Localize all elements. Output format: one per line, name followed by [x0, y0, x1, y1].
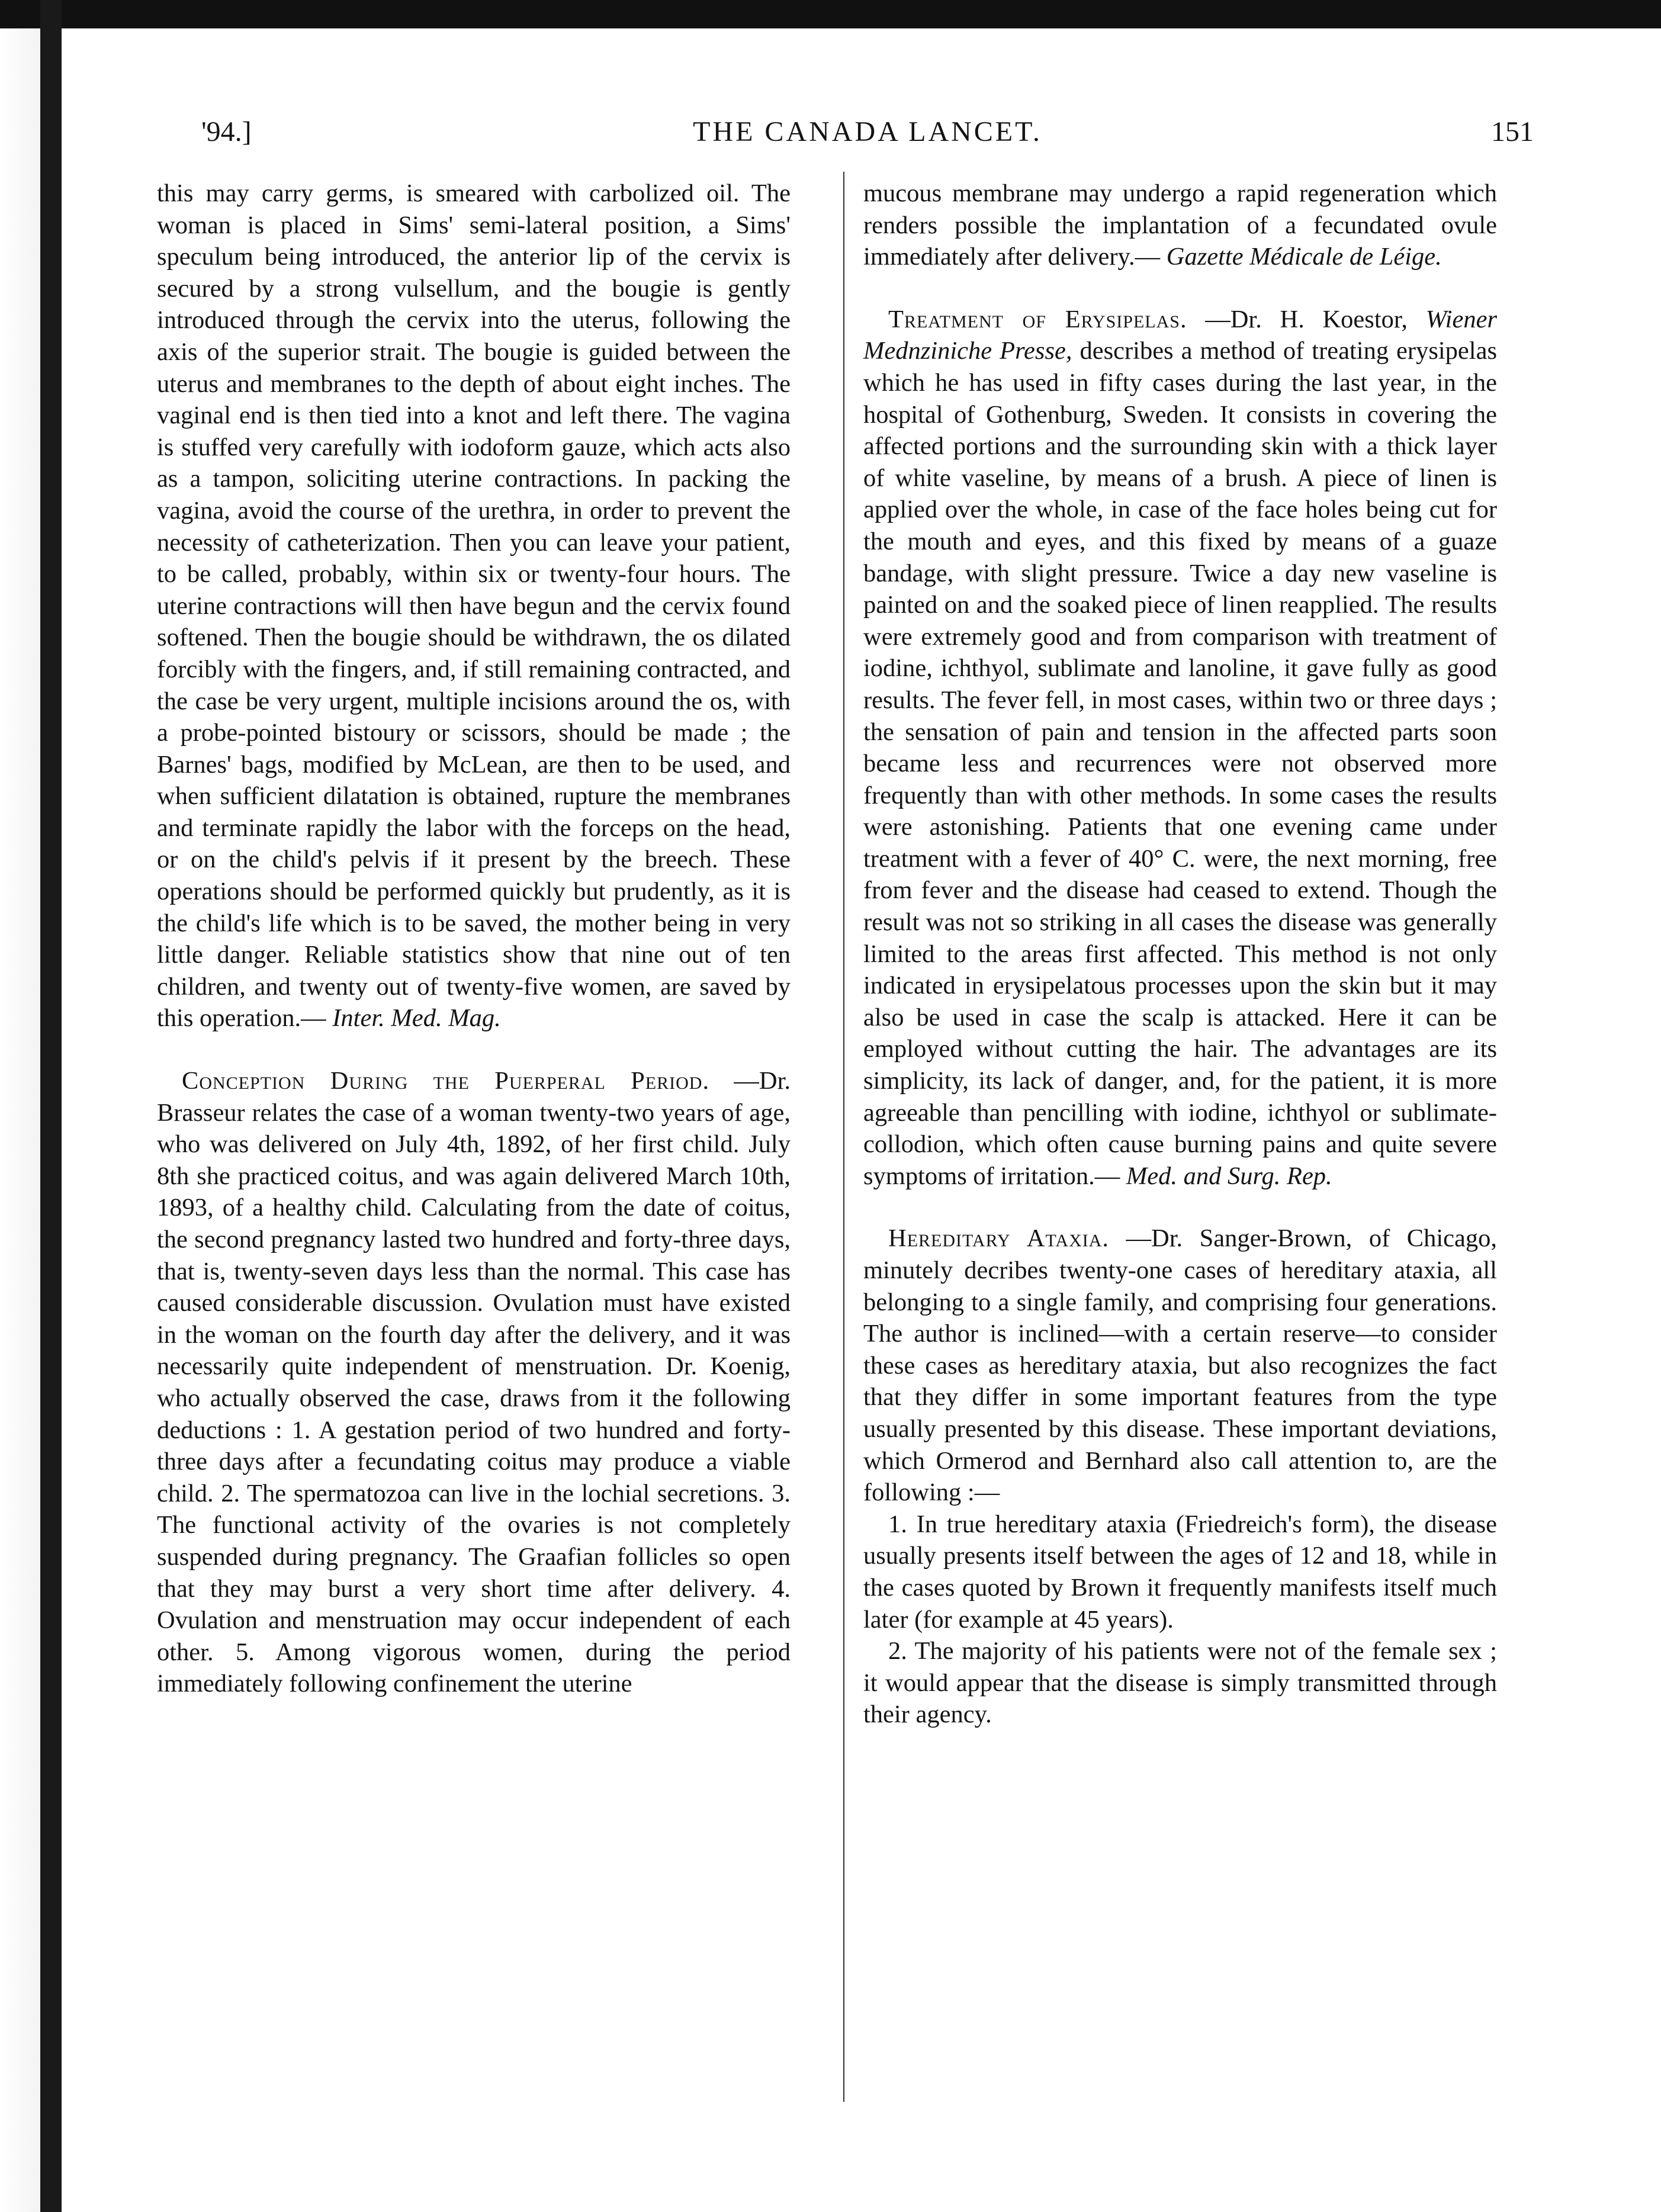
article-paragraph: [863, 1223, 1497, 1508]
article-body: —Dr. Brasseur relates the case of a woman twenty-two years of age, who was delivered on July 4th, 1892, of her first child. July 8th she practiced coitus, and was again delivered March 10th, 1893, of a healthy child. Calculating from the date of coitus, the second pregnancy lasted two hundred and forty-three days, that is, twenty-seven days less than the normal. This case has caused considerable discussion. Ovulation must have existed in the woman on the fourth day after the delivery, and it was necessarily quite independent of menstruation. Dr. Koenig, who actually observed the case, draws from it the following deductions : 1. A gestation period of two hundred and forty-three days after a fecundating coitus may produce a viable child. 2. The spermatozoa can live in the lochial secretions. 3. The functional activity of the ovaries is not completely suspended during pregnancy. The Graafian follicles so open that they may burst a very short time after delivery. 4. Ovulation and menstruation may occur independent of each other. 5. Among vigorous women, during the period immediately following confinement the uterine: [157, 1067, 791, 1698]
header-date: '94.]: [201, 116, 252, 147]
left-column: [157, 178, 791, 1700]
right-column: [863, 178, 1497, 1731]
page-gutter-shadow: [0, 0, 40, 2212]
column-divider: [843, 172, 844, 2102]
article-paragraph: [157, 178, 791, 1034]
article-body-continued: mucous membrane may undergo a rapid regeneration which renders possible the implantation of a fecundated ovule immediately after delivery.—: [863, 179, 1497, 271]
article-body: —Dr. Sanger-Brown, of Chicago, minutely decribes twenty-one cases of hereditary ataxia, all belonging to a single family, and comprising four generations. The author is inclined—with a certain reserve—to consider these cases as hereditary ataxia, but also recognizes the fact that they differ in some important features from the type usually presented by this disease. These important deviations, which Ormerod and Bernhard also call attention to, are the following :—: [863, 1224, 1497, 1507]
article-source: Med. and Surg. Rep.: [1126, 1162, 1332, 1190]
page-number: 151: [1491, 116, 1534, 147]
journal-title: THE CANADA LANCET.: [693, 116, 1042, 147]
article-lead: —Dr. H. Koestor,: [1205, 305, 1408, 333]
article-paragraph: [863, 178, 1497, 273]
article-heading: Treatment of Erysipelas.: [888, 305, 1187, 333]
article-heading: Hereditary Ataxia.: [888, 1224, 1110, 1253]
article-paragraph: [157, 1065, 791, 1700]
article-source: Gazette Médicale de Léige.: [1166, 243, 1442, 271]
running-header: [201, 115, 1534, 157]
article-source: Inter. Med. Mag.: [332, 1004, 501, 1033]
scan-top-border: [0, 0, 1661, 28]
article-body-continued: this may carry germs, is smeared with carbolized oil. The woman is placed in Sims' semi-lateral position, a Sims' speculum being introduced, the anterior lip of the cervix is secured by a strong vulsellum, and the bougie is gently introduced through the cervix into the uterus, following the axis of the superior strait. The bougie is guided between the uterus and membranes to the depth of about eight inches. The vaginal end is then tied into a knot and left there. The vagina is stuffed very carefully with iodoform gauze, which acts also as a tampon, soliciting uterine contractions. In packing the vagina, avoid the course of the urethra, in order to prevent the necessity of catheterization. Then you can leave your patient, to be called, probably, within six or twenty-four hours. The uterine contractions will then have begun and the cervix found softened. Then the bougie should be withdrawn, the os dilated forcibly with the fingers, and, if still remaining contracted, and the case be very urgent, multiple incisions around the os, with a probe-pointed bistoury or scissors, should be made ; the Barnes' bags, modified by McLean, are then to be used, and when sufficient dilatation is obtained, rupture the membranes and terminate rapidly the labor with the forceps on the head, or on the child's pelvis if it present by the breech. These operations should be performed quickly but prudently, as it is the child's life which is to be saved, the mother being in very little danger. Reliable statistics show that nine out of ten children, and twenty out of twenty-five women, are saved by this operation.—: [157, 179, 791, 1033]
scan-binding-edge: [40, 0, 62, 2212]
numbered-point: 1. In true hereditary ataxia (Friedreich's form), the disease usually presents itself between the ages of 12 and 18, while in the cases quoted by Brown it frequently manifests itself much later (for example at 45 years).: [863, 1510, 1497, 1634]
article-paragraph: [863, 304, 1497, 1192]
article-heading: Conception During the Puerperal Period.: [182, 1067, 710, 1095]
article-body: describes a method of treating erysipelas which he has used in fifty cases during the last year, in the hospital of Gothenburg, Sweden. It consists in covering the affected portions and the surrounding skin with a thick layer of white vaseline, by means of a brush. A piece of linen is applied over the whole, in case of the face holes being cut for the mouth and eyes, and this fixed by means of a guaze bandage, with slight pressure. Twice a day new vaseline is painted on and the soaked piece of linen reapplied. The results were extremely good and from comparison with treatment of iodine, ichthyol, sublimate and lanoline, it gave fully as good results. The fever fell, in most cases, within two or three days ; the sensation of pain and tension in the affected parts soon became less and recurrences were not observed more frequently than with other methods. In some cases the results were astonishing. Patients that one evening came under treatment with a fever of 40° C. were, the next morning, free from fever and the disease had ceased to extend. Though the result was not so striking in all cases the disease was generally limited to the areas first affected. This method is not only indicated in erysipelatous processes upon the skin but it may also be used in case the scalp is attacked. Here it can be employed without cutting the hair. The advantages are its simplicity, its lack of danger, and, for the patient, it is more agreeable than pencilling with iodine, ichthyol or sublimate-collodion, which often cause burning pains and quite severe symptoms of irritation.—: [863, 337, 1497, 1190]
numbered-point: 2. The majority of his patients were not of the female sex ; it would appear that the disease is simply transmitted through their agency.: [863, 1637, 1497, 1729]
cited-journal: Wiener Mednziniche Presse,: [863, 305, 1498, 365]
